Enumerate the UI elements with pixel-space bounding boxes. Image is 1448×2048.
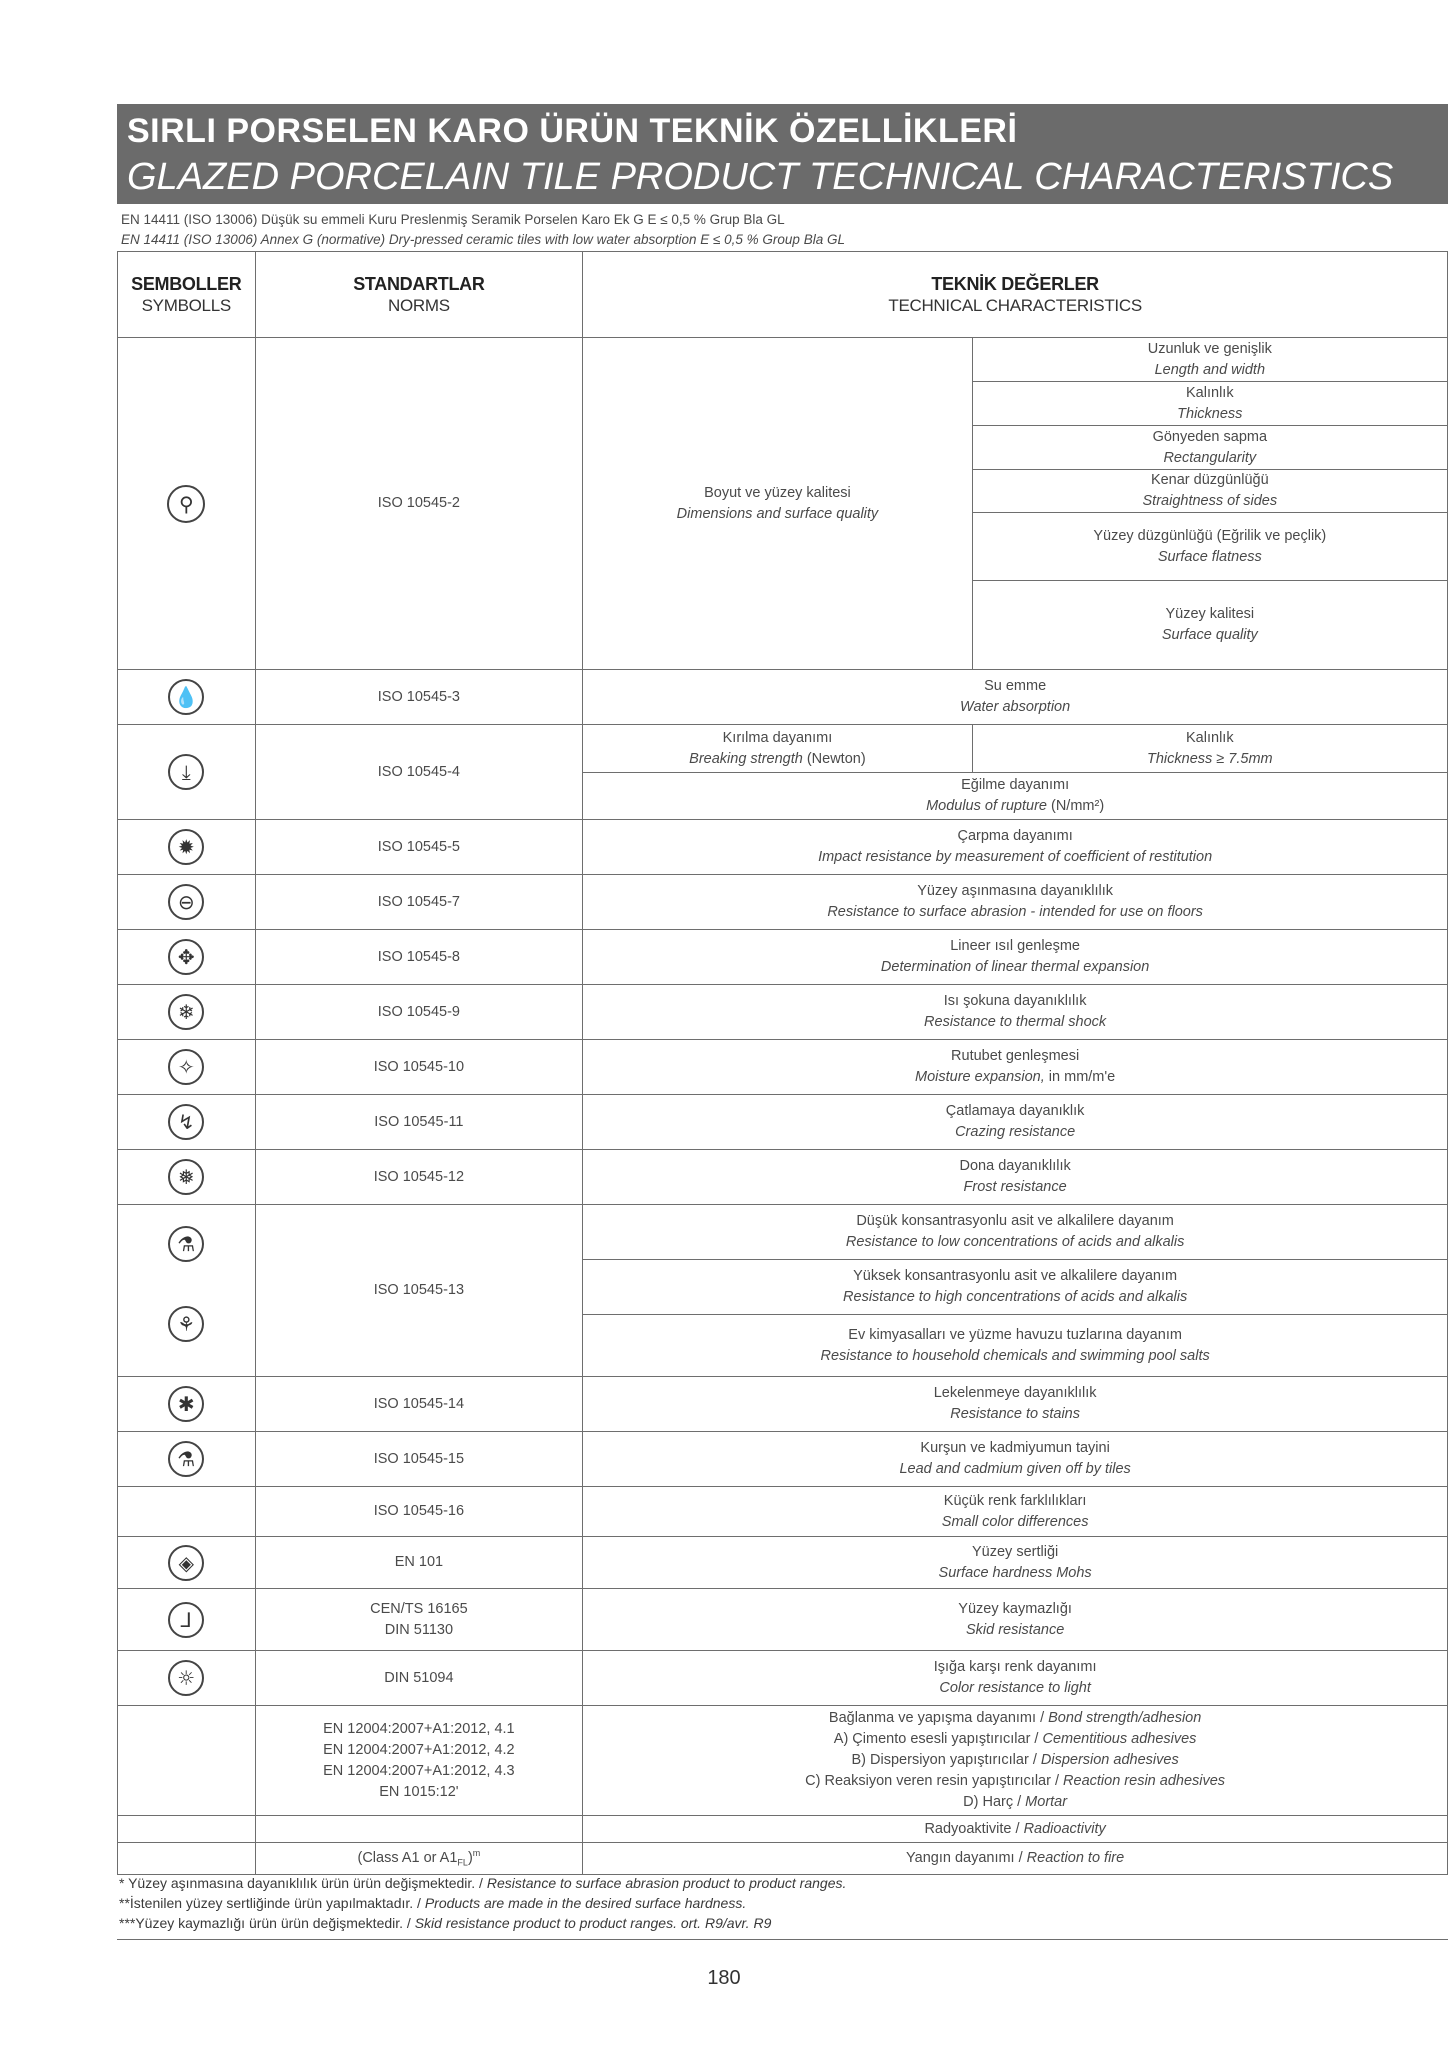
impact-icon: ✹ bbox=[168, 829, 204, 865]
table-row bbox=[118, 820, 1448, 875]
table-row bbox=[118, 1537, 1448, 1589]
norm-cell: ISO 10545-8 bbox=[255, 930, 583, 985]
symbol-cell bbox=[118, 1537, 256, 1589]
symbol-cell bbox=[118, 1150, 256, 1205]
footnote: * Yüzey aşınmasına dayanıklılık ürün ürün değişmektedir. / Resistance to surface abrasion product to product ranges. bbox=[119, 1875, 847, 1891]
page-title-tr: SIRLI PORSELEN KARO ÜRÜN TEKNİK ÖZELLİKLERİ bbox=[127, 112, 1018, 150]
characteristic-cell: Çarpma dayanımı Impact resistance by measurement of coefficient of restitution bbox=[583, 820, 1448, 875]
flask-icon: ⚗ bbox=[168, 1226, 204, 1262]
household-chemicals-icon: ⚘ bbox=[168, 1306, 204, 1342]
table-row bbox=[118, 985, 1448, 1040]
symbol-cell bbox=[118, 338, 256, 670]
characteristic-cell: Dona dayanıklılık Frost resistance bbox=[583, 1150, 1448, 1205]
sub-characteristic-cell: Yüzey kalitesi Surface quality bbox=[972, 581, 1447, 670]
symbol-cell bbox=[118, 725, 256, 820]
symbol-cell bbox=[118, 1589, 256, 1651]
characteristic-cell: Boyut ve yüzey kalitesi Dimensions and surface quality bbox=[583, 338, 972, 670]
crazing-icon: ↯ bbox=[168, 1104, 204, 1140]
norm-cell: EN 101 bbox=[255, 1537, 583, 1589]
characteristic-cell: Lekelenmeye dayanıklılık Resistance to stains bbox=[583, 1377, 1448, 1432]
sun-icon: ☼ bbox=[168, 1660, 204, 1696]
symbol-cell bbox=[118, 670, 256, 725]
table-row bbox=[118, 1205, 1448, 1260]
symbol-cell bbox=[118, 1432, 256, 1487]
characteristic-cell: Yangın dayanımı / Reaction to fire bbox=[583, 1843, 1448, 1875]
table-row bbox=[118, 1706, 1448, 1816]
sub-characteristic-cell: Gönyeden sapma Rectangularity bbox=[972, 426, 1447, 470]
header-symbols: SEMBOLLER SYMBOLLS bbox=[118, 252, 256, 338]
symbol-cell bbox=[118, 1040, 256, 1095]
moisture-expansion-icon: ✧ bbox=[168, 1049, 204, 1085]
characteristic-cell: Lineer ısıl genleşme Determination of linear thermal expansion bbox=[583, 930, 1448, 985]
norm-cell: ISO 10545-16 bbox=[255, 1487, 583, 1537]
characteristic-cell: Çatlamaya dayanıklık Crazing resistance bbox=[583, 1095, 1448, 1150]
symbol-cell bbox=[118, 1487, 256, 1537]
page-title-en: GLAZED PORCELAIN TILE PRODUCT TECHNICAL CHARACTERISTICS bbox=[127, 156, 1394, 198]
thermal-shock-icon: ❄ bbox=[168, 994, 204, 1030]
sub-characteristic-cell: Yüzey düzgünlüğü (Eğrilik ve peçlik) Surface flatness bbox=[972, 513, 1447, 581]
water-drops-icon: 💧 bbox=[168, 679, 204, 715]
characteristic-cell: Yüzey kaymazlığı Skid resistance bbox=[583, 1589, 1448, 1651]
table-row bbox=[118, 1487, 1448, 1537]
footnote: **İstenilen yüzey sertliğinde ürün yapılmaktadır. / Products are made in the desired surface hardness. bbox=[119, 1895, 747, 1911]
norm-cell: (Class A1 or $A1_{FL})^m$ bbox=[255, 1843, 583, 1875]
sub-characteristic-cell: Kalınlık Thickness bbox=[972, 382, 1447, 426]
spec-table bbox=[117, 251, 1448, 1875]
skid-boot-icon: ⅃ bbox=[168, 1602, 204, 1638]
frost-icon: ❅ bbox=[168, 1159, 204, 1195]
norm-cell: DIN 51094 bbox=[255, 1651, 583, 1706]
norm-cell: CEN/TS 16165 DIN 51130 bbox=[255, 1589, 583, 1651]
norm-cell: ISO 10545-2 bbox=[255, 338, 583, 670]
symbol-cell bbox=[118, 1095, 256, 1150]
table-row bbox=[118, 875, 1448, 930]
table-row bbox=[118, 1432, 1448, 1487]
characteristic-cell: Kurşun ve kadmiyumun tayini Lead and cadmium given off by tiles bbox=[583, 1432, 1448, 1487]
norm-cell: ISO 10545-13 bbox=[255, 1205, 583, 1377]
caliper-icon: ⚲ bbox=[167, 485, 205, 523]
header-bar bbox=[117, 104, 1448, 204]
footnote: ***Yüzey kaymazlığı ürün ürün değişmektedir. / Skid resistance product to product ranges. ort. R9/avr. R9 bbox=[119, 1915, 772, 1931]
table-row bbox=[118, 1843, 1448, 1875]
subtitle-en: EN 14411 (ISO 13006) Annex G (normative) Dry-pressed ceramic tiles with low water absorption E ≤ 0,5 % Group Bla GL bbox=[121, 232, 845, 247]
characteristic-cell: Radyoaktivite / Radioactivity bbox=[583, 1816, 1448, 1843]
header-tech: TEKNİK DEĞERLER TECHNICAL CHARACTERISTICS bbox=[583, 252, 1448, 338]
table-row bbox=[118, 1377, 1448, 1432]
norm-cell: ISO 10545-9 bbox=[255, 985, 583, 1040]
norm-cell: EN 12004:2007+A1:2012, 4.1 EN 12004:2007+A1:2012, 4.2 EN 12004:2007+A1:2012, 4.3 EN 1015:12' bbox=[255, 1706, 583, 1816]
header-norms: STANDARTLAR NORMS bbox=[255, 252, 583, 338]
characteristic-cell: Küçük renk farklılıkları Small color differences bbox=[583, 1487, 1448, 1537]
norm-cell: ISO 10545-3 bbox=[255, 670, 583, 725]
norm-cell bbox=[255, 1816, 583, 1843]
norm-cell: ISO 10545-10 bbox=[255, 1040, 583, 1095]
characteristic-cell: Kırılma dayanımı Breaking strength (Newton) bbox=[583, 725, 972, 773]
footnote-divider bbox=[117, 1939, 1448, 1940]
thermal-expansion-icon: ✥ bbox=[168, 939, 204, 975]
norm-cell: ISO 10545-15 bbox=[255, 1432, 583, 1487]
table-row bbox=[118, 338, 1448, 382]
characteristic-cell: Rutubet genleşmesi Moisture expansion, in mm/m'e bbox=[583, 1040, 1448, 1095]
table-row bbox=[118, 1589, 1448, 1651]
table-row bbox=[118, 1816, 1448, 1843]
characteristic-cell: Eğilme dayanımı Modulus of rupture (N/mm²) bbox=[583, 773, 1448, 820]
table-row bbox=[118, 725, 1448, 773]
norm-cell: ISO 10545-14 bbox=[255, 1377, 583, 1432]
symbol-cell bbox=[118, 820, 256, 875]
characteristic-cell: Kalınlık Thickness ≥ 7.5mm bbox=[972, 725, 1447, 773]
diamond-icon: ◈ bbox=[168, 1545, 204, 1581]
norm-cell: ISO 10545-4 bbox=[255, 725, 583, 820]
characteristic-cell: Su emme Water absorption bbox=[583, 670, 1448, 725]
table-header-row bbox=[118, 252, 1448, 338]
symbol-cell bbox=[118, 1651, 256, 1706]
characteristic-cell: Yüzey sertliği Surface hardness Mohs bbox=[583, 1537, 1448, 1589]
footnotes bbox=[119, 1873, 846, 1933]
symbol-cell bbox=[118, 1205, 256, 1377]
symbol-cell bbox=[118, 1816, 256, 1843]
page-number: 180 bbox=[707, 1967, 741, 1989]
table-row bbox=[118, 670, 1448, 725]
symbol-cell bbox=[118, 930, 256, 985]
norm-cell: ISO 10545-7 bbox=[255, 875, 583, 930]
stain-icon: ✱ bbox=[168, 1386, 204, 1422]
table-row bbox=[118, 930, 1448, 985]
characteristic-cell: Yüzey aşınmasına dayanıklılık Resistance to surface abrasion - intended for use on floors bbox=[583, 875, 1448, 930]
abrasion-icon: ⊖ bbox=[168, 884, 204, 920]
characteristic-cell: Işığa karşı renk dayanımı Color resistance to light bbox=[583, 1651, 1448, 1706]
symbol-cell bbox=[118, 1706, 256, 1816]
characteristic-cell: Ev kimyasalları ve yüzme havuzu tuzlarına dayanım Resistance to household chemicals and swimming pool salts bbox=[583, 1315, 1448, 1377]
norm-cell: ISO 10545-12 bbox=[255, 1150, 583, 1205]
table-row bbox=[118, 1150, 1448, 1205]
lead-cadmium-icon: ⚗ bbox=[168, 1441, 204, 1477]
table-row bbox=[118, 1651, 1448, 1706]
table-row bbox=[118, 1095, 1448, 1150]
symbol-cell bbox=[118, 1377, 256, 1432]
characteristic-cell: Isı şokuna dayanıklılık Resistance to thermal shock bbox=[583, 985, 1448, 1040]
subtitle-tr: EN 14411 (ISO 13006) Düşük su emmeli Kuru Preslenmiş Seramik Porselen Karo Ek G E ≤ 0,5 % Grup Bla GL bbox=[121, 212, 785, 227]
symbol-cell bbox=[118, 985, 256, 1040]
symbol-cell bbox=[118, 1843, 256, 1875]
characteristic-cell: Düşük konsantrasyonlu asit ve alkalilere dayanım Resistance to low concentrations of acids and alkalis bbox=[583, 1205, 1448, 1260]
characteristic-cell: Yüksek konsantrasyonlu asit ve alkalilere dayanım Resistance to high concentrations of acids and alkalis bbox=[583, 1260, 1448, 1315]
breaking-load-icon: ⤓ bbox=[168, 754, 204, 790]
symbol-cell bbox=[118, 875, 256, 930]
sub-characteristic-cell: Kenar düzgünlüğü Straightness of sides bbox=[972, 470, 1447, 513]
sub-characteristic-cell: Uzunluk ve genişlik Length and width bbox=[972, 338, 1447, 382]
characteristic-cell: Bağlanma ve yapışma dayanımı / Bond strength/adhesion A) Çimento esesli yapıştırıcılar / Cementitious adhesives B) Dispersiyon yapıştırıcılar / Dispersion adhesives C) Reaksiyon veren resin yapıştırıcılar / Reaction resin adhesives D) Harç / Mortar bbox=[583, 1706, 1448, 1816]
norm-cell: ISO 10545-5 bbox=[255, 820, 583, 875]
table-row bbox=[118, 1040, 1448, 1095]
norm-cell: ISO 10545-11 bbox=[255, 1095, 583, 1150]
